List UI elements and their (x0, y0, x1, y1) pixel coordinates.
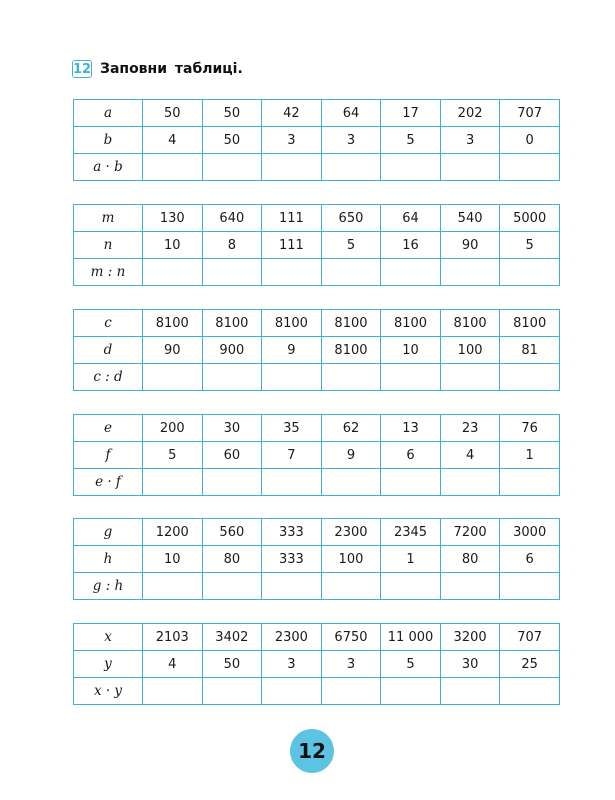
value-cell: 3402 (202, 624, 262, 651)
exercise-table (73, 414, 560, 496)
row-label: a · b (74, 154, 143, 181)
row-label: a (74, 100, 143, 127)
table-row (74, 205, 560, 232)
answer-cell[interactable] (143, 678, 203, 705)
value-cell: 5000 (500, 205, 560, 232)
value-cell: 8100 (381, 310, 441, 337)
value-cell: 6750 (321, 624, 381, 651)
value-cell: 50 (202, 100, 262, 127)
value-cell: 5 (381, 651, 441, 678)
value-cell: 42 (262, 100, 322, 127)
value-cell: 4 (143, 651, 203, 678)
answer-cell[interactable] (262, 154, 322, 181)
answer-cell[interactable] (202, 678, 262, 705)
value-cell: 2300 (321, 519, 381, 546)
table-row (74, 127, 560, 154)
row-label: c (74, 310, 143, 337)
value-cell: 81 (500, 337, 560, 364)
answer-cell[interactable] (500, 364, 560, 391)
value-cell: 35 (262, 415, 322, 442)
answer-cell[interactable] (440, 154, 500, 181)
answer-cell[interactable] (440, 259, 500, 286)
answer-cell[interactable] (500, 678, 560, 705)
table-row (74, 310, 560, 337)
row-label: f (74, 442, 143, 469)
value-cell: 60 (202, 442, 262, 469)
table-row (74, 100, 560, 127)
value-cell: 8100 (202, 310, 262, 337)
exercise-table (73, 309, 560, 391)
answer-cell[interactable] (321, 154, 381, 181)
value-cell: 76 (500, 415, 560, 442)
value-cell: 3 (321, 127, 381, 154)
table-row (74, 232, 560, 259)
page-number: 12 (290, 729, 334, 773)
value-cell: 10 (143, 232, 203, 259)
answer-cell[interactable] (321, 573, 381, 600)
row-label: x (74, 624, 143, 651)
exercise-table (73, 623, 560, 705)
table-row (74, 519, 560, 546)
row-label: g (74, 519, 143, 546)
value-cell: 10 (143, 546, 203, 573)
value-cell: 3 (262, 127, 322, 154)
value-cell: 6 (500, 546, 560, 573)
row-label: e (74, 415, 143, 442)
value-cell: 100 (440, 337, 500, 364)
row-label: m (74, 205, 143, 232)
value-cell: 80 (440, 546, 500, 573)
answer-cell[interactable] (381, 573, 441, 600)
value-cell: 5 (381, 127, 441, 154)
value-cell: 25 (500, 651, 560, 678)
value-cell: 8100 (321, 337, 381, 364)
value-cell: 90 (143, 337, 203, 364)
table-row (74, 678, 560, 705)
value-cell: 8100 (500, 310, 560, 337)
value-cell: 6 (381, 442, 441, 469)
answer-cell[interactable] (143, 469, 203, 496)
value-cell: 2103 (143, 624, 203, 651)
answer-cell[interactable] (440, 364, 500, 391)
table-row (74, 573, 560, 600)
row-label: d (74, 337, 143, 364)
value-cell: 900 (202, 337, 262, 364)
answer-cell[interactable] (381, 364, 441, 391)
exercise-table (73, 99, 560, 181)
value-cell: 111 (262, 205, 322, 232)
value-cell: 202 (440, 100, 500, 127)
row-label: y (74, 651, 143, 678)
task-header (72, 58, 243, 80)
answer-cell[interactable] (143, 259, 203, 286)
value-cell: 16 (381, 232, 441, 259)
answer-cell[interactable] (321, 469, 381, 496)
answer-cell[interactable] (381, 259, 441, 286)
value-cell: 1 (500, 442, 560, 469)
value-cell: 560 (202, 519, 262, 546)
value-cell: 3 (321, 651, 381, 678)
answer-cell[interactable] (381, 678, 441, 705)
answer-cell[interactable] (202, 259, 262, 286)
value-cell: 80 (202, 546, 262, 573)
value-cell: 540 (440, 205, 500, 232)
value-cell: 7200 (440, 519, 500, 546)
value-cell: 1 (381, 546, 441, 573)
value-cell: 650 (321, 205, 381, 232)
value-cell: 3000 (500, 519, 560, 546)
value-cell: 10 (381, 337, 441, 364)
row-label: m : n (74, 259, 143, 286)
answer-cell[interactable] (262, 259, 322, 286)
value-cell: 50 (202, 651, 262, 678)
value-cell: 62 (321, 415, 381, 442)
table-row (74, 154, 560, 181)
answer-cell[interactable] (321, 678, 381, 705)
value-cell: 333 (262, 519, 322, 546)
value-cell: 4 (440, 442, 500, 469)
exercise-table (73, 204, 560, 286)
answer-cell[interactable] (381, 154, 441, 181)
answer-cell[interactable] (262, 573, 322, 600)
value-cell: 707 (500, 100, 560, 127)
task-number-badge: 12 (72, 61, 92, 77)
answer-cell[interactable] (500, 259, 560, 286)
answer-cell[interactable] (143, 364, 203, 391)
value-cell: 640 (202, 205, 262, 232)
value-cell: 90 (440, 232, 500, 259)
value-cell: 9 (262, 337, 322, 364)
table-row (74, 546, 560, 573)
value-cell: 8100 (440, 310, 500, 337)
answer-cell[interactable] (381, 469, 441, 496)
value-cell: 3 (262, 651, 322, 678)
value-cell: 4 (143, 127, 203, 154)
answer-cell[interactable] (440, 678, 500, 705)
row-label: e · f (74, 469, 143, 496)
value-cell: 5 (143, 442, 203, 469)
answer-cell[interactable] (440, 573, 500, 600)
value-cell: 3200 (440, 624, 500, 651)
answer-cell[interactable] (262, 364, 322, 391)
answer-cell[interactable] (202, 573, 262, 600)
answer-cell[interactable] (202, 154, 262, 181)
table-row (74, 624, 560, 651)
answer-cell[interactable] (262, 678, 322, 705)
answer-cell[interactable] (321, 259, 381, 286)
table-row (74, 442, 560, 469)
value-cell: 9 (321, 442, 381, 469)
answer-cell[interactable] (202, 364, 262, 391)
answer-cell[interactable] (202, 469, 262, 496)
table-row (74, 469, 560, 496)
row-label: c : d (74, 364, 143, 391)
value-cell: 200 (143, 415, 203, 442)
row-label: g : h (74, 573, 143, 600)
value-cell: 8 (202, 232, 262, 259)
value-cell: 1200 (143, 519, 203, 546)
value-cell: 50 (143, 100, 203, 127)
row-label: h (74, 546, 143, 573)
row-label: b (74, 127, 143, 154)
answer-cell[interactable] (440, 469, 500, 496)
answer-cell[interactable] (321, 364, 381, 391)
table-row (74, 415, 560, 442)
value-cell: 333 (262, 546, 322, 573)
table-row (74, 651, 560, 678)
value-cell: 3 (440, 127, 500, 154)
row-label: x · y (74, 678, 143, 705)
value-cell: 30 (202, 415, 262, 442)
value-cell: 23 (440, 415, 500, 442)
value-cell: 2345 (381, 519, 441, 546)
value-cell: 8100 (143, 310, 203, 337)
task-title: Заповни таблиці. (100, 61, 243, 77)
value-cell: 13 (381, 415, 441, 442)
answer-cell[interactable] (500, 154, 560, 181)
table-row (74, 259, 560, 286)
value-cell: 111 (262, 232, 322, 259)
value-cell: 64 (381, 205, 441, 232)
table-row (74, 364, 560, 391)
value-cell: 707 (500, 624, 560, 651)
answer-cell[interactable] (500, 469, 560, 496)
value-cell: 100 (321, 546, 381, 573)
exercise-table (73, 518, 560, 600)
value-cell: 30 (440, 651, 500, 678)
value-cell: 8100 (262, 310, 322, 337)
value-cell: 0 (500, 127, 560, 154)
value-cell: 2300 (262, 624, 322, 651)
value-cell: 11 000 (381, 624, 441, 651)
value-cell: 130 (143, 205, 203, 232)
value-cell: 5 (321, 232, 381, 259)
value-cell: 8100 (321, 310, 381, 337)
value-cell: 50 (202, 127, 262, 154)
answer-cell[interactable] (500, 573, 560, 600)
value-cell: 5 (500, 232, 560, 259)
answer-cell[interactable] (143, 154, 203, 181)
value-cell: 17 (381, 100, 441, 127)
value-cell: 7 (262, 442, 322, 469)
row-label: n (74, 232, 143, 259)
answer-cell[interactable] (143, 573, 203, 600)
table-row (74, 337, 560, 364)
value-cell: 64 (321, 100, 381, 127)
answer-cell[interactable] (262, 469, 322, 496)
